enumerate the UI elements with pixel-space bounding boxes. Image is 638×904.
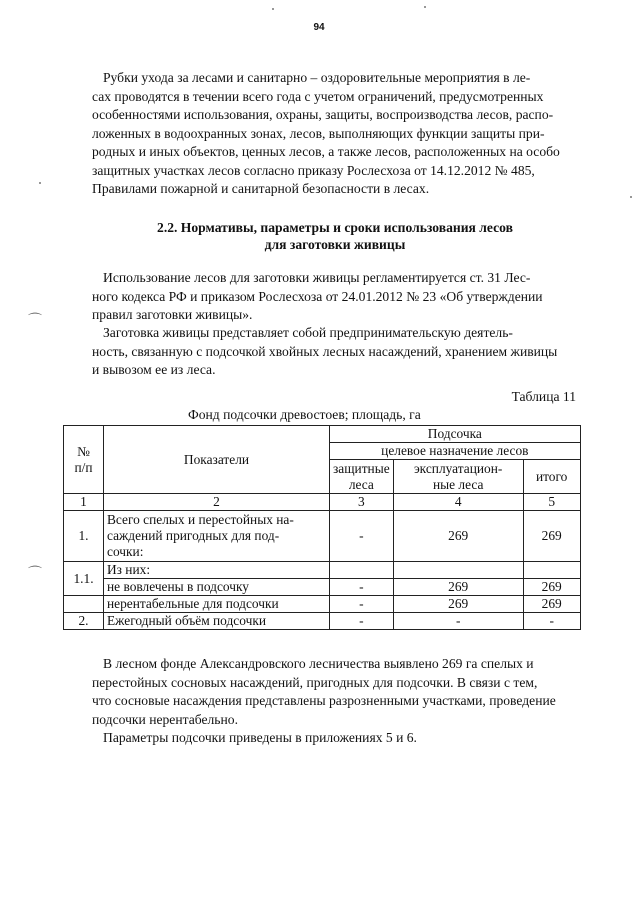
cell-empty [393, 562, 523, 579]
scan-dot-icon [272, 8, 274, 10]
table-row [64, 579, 581, 596]
cell-total: - [523, 613, 580, 630]
scan-dot-icon [39, 182, 41, 184]
row-label: нерентабельные для подсочки [104, 596, 330, 613]
section-heading [92, 219, 578, 253]
cell-empty [523, 562, 580, 579]
table-row [64, 511, 581, 562]
colnum-cell: 1 [64, 494, 104, 511]
scan-dot-icon [630, 196, 632, 198]
cell-total: 269 [523, 579, 580, 596]
table-label: Таблица 11 [511, 389, 576, 404]
scan-mark-icon: ⌒ [28, 313, 42, 329]
paragraph-line: ного кодекса РФ и приказом Рослесхоза от 24.01.2012 № 23 «Об утверждении [92, 288, 543, 304]
paragraph-line: и вывозом ее из леса. [92, 362, 216, 377]
tapping-fund-table [63, 425, 581, 630]
header-num [64, 426, 104, 494]
header-protective-line2: леса [348, 476, 374, 492]
cell-exploit: 269 [393, 511, 523, 562]
row-num: 1.1. [64, 562, 104, 596]
scan-dot-icon [424, 6, 426, 8]
row-label: Из них: [104, 562, 330, 579]
cell-protective: - [330, 579, 394, 596]
section-heading-line1: 2.2. Нормативы, параметры и сроки использования лесов [157, 220, 513, 235]
header-total: итого [523, 460, 580, 494]
row-num: 1. [64, 511, 104, 562]
cell-total: 269 [523, 511, 580, 562]
cell-total: 269 [523, 596, 580, 613]
table-row [64, 613, 581, 630]
paragraph-definition [92, 324, 578, 380]
column-number-row [64, 494, 581, 511]
paragraph-line: В лесном фонде Александровского лесничества выявлено 269 га спелых и [103, 656, 534, 671]
table-row [64, 596, 581, 613]
header-purpose: целевое назначение лесов [330, 443, 581, 460]
paragraph-line: перестойных сосновых насаждений, пригодных для подсочки. В связи с тем, [92, 674, 538, 690]
paragraph-line: Использование лесов для заготовки живицы регламентируется ст. 31 Лес- [103, 270, 531, 285]
header-num-line2: п/п [74, 459, 93, 475]
scan-mark-icon: ⌒ [28, 566, 42, 582]
cell-protective: - [330, 613, 394, 630]
paragraph-regulation [92, 269, 578, 325]
paragraph-conclusion [92, 655, 578, 729]
cell-exploit: - [393, 613, 523, 630]
row-num-empty [64, 596, 104, 613]
cell-exploit: 269 [393, 596, 523, 613]
row-label [104, 511, 330, 562]
intro-line: сах проводятся в течении всего года с учетом ограничений, предусмотренных [92, 88, 544, 104]
intro-line: Рубки ухода за лесами и санитарно – оздоровительные мероприятия в ле- [103, 70, 531, 85]
header-indicators: Показатели [104, 426, 330, 494]
paragraph-line: подсочки нерентабельно. [92, 711, 238, 727]
header-podsochka: Подсочка [330, 426, 581, 443]
row-label: Ежегодный объём подсочки [104, 613, 330, 630]
paragraph-line: ность, связанную с подсочкой хвойных лесных насаждений, хранением живицы [92, 343, 558, 359]
header-protective-line1: защитные [333, 460, 390, 476]
cell-protective: - [330, 511, 394, 562]
header-exploit-line1: эксплуатацион- [413, 460, 503, 476]
intro-line: родных и иных объектов, ценных лесов, а также лесов, расположенных на особо [92, 144, 560, 159]
colnum-cell: 3 [330, 494, 394, 511]
paragraph-line: Параметры подсочки приведены в приложениях 5 и 6. [103, 730, 417, 745]
row-num: 2. [64, 613, 104, 630]
table-caption: Фонд подсочки древостоев; площадь, га [188, 407, 421, 422]
header-exploit [393, 460, 523, 494]
header-exploit-line2: ные леса [432, 476, 484, 492]
intro-paragraph [92, 69, 578, 199]
paragraph-line: Заготовка живицы представляет собой предпринимательскую деятель- [103, 325, 513, 340]
row-label-line: саждений пригодных для под- [107, 528, 280, 543]
paragraph-line: правил заготовки живицы». [92, 307, 253, 322]
intro-line: Правилами пожарной и санитарной безопасности в лесах. [92, 181, 430, 196]
cell-exploit: 269 [393, 579, 523, 596]
table-row [64, 562, 581, 579]
row-label-line: Всего спелых и перестойных на- [107, 512, 294, 527]
intro-line: ложенных в водоохранных зонах, лесов, выполняющих функции защиты при- [92, 125, 545, 141]
cell-protective: - [330, 596, 394, 613]
paragraph-line: что сосновые насаждения представлены разрозненными участками, проведение [92, 693, 556, 708]
colnum-cell: 5 [523, 494, 580, 511]
page-number: 94 [313, 22, 325, 33]
intro-line: защитных участках лесов согласно приказу Рослесхоза от 14.12.2012 № 485, [92, 162, 535, 178]
colnum-cell: 4 [393, 494, 523, 511]
colnum-cell: 2 [104, 494, 330, 511]
row-label-line: сочки: [107, 544, 144, 559]
paragraph-appendix-ref [92, 729, 578, 748]
header-num-line1: № [77, 443, 90, 459]
cell-empty [330, 562, 394, 579]
header-protective [330, 460, 394, 494]
section-heading-line2: для заготовки живицы [264, 237, 406, 252]
row-label: не вовлечены в подсочку [104, 579, 330, 596]
intro-line: особенностями использования, охраны, защиты, воспроизводства лесов, распо- [92, 107, 554, 122]
